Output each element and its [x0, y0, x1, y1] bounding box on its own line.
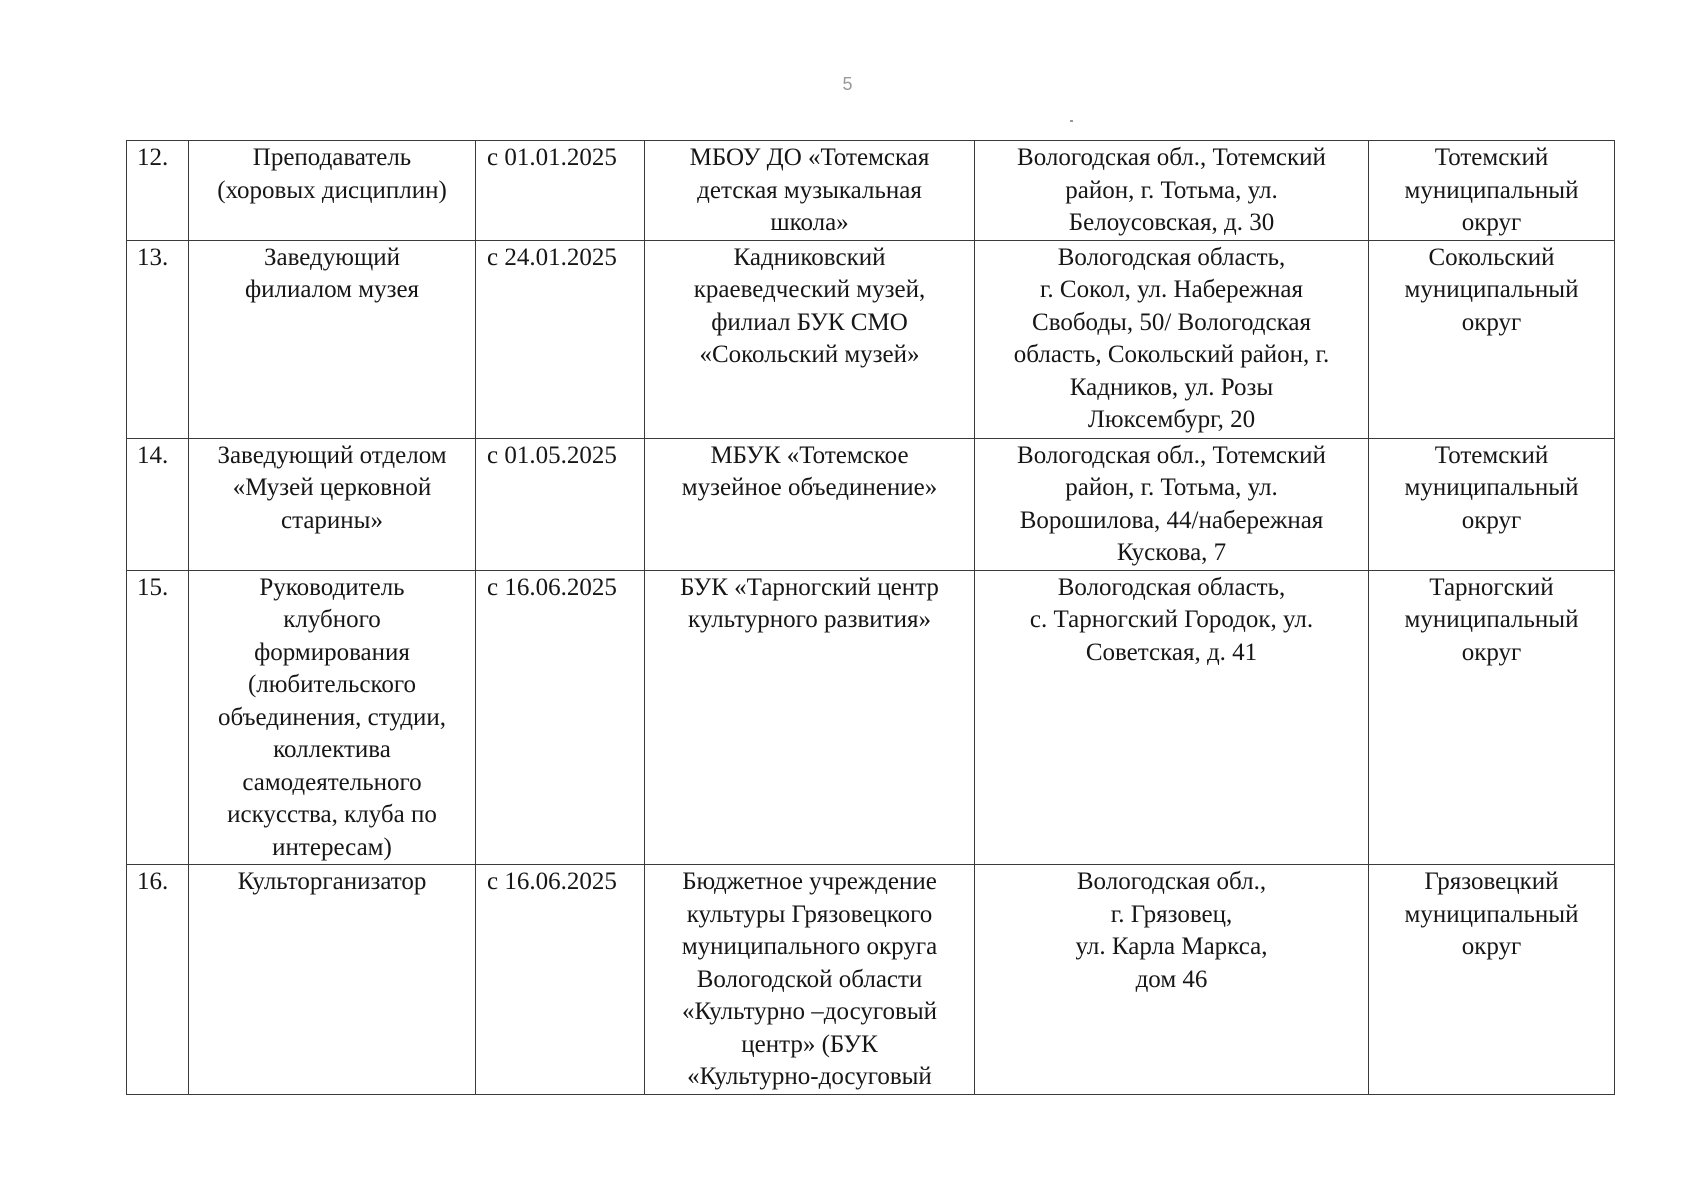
organization-name-line: МБОУ ДО «Тотемская	[689, 144, 930, 171]
table-row	[127, 240, 1615, 438]
position-title-line: «Музей церковной	[232, 474, 432, 501]
organization-address-line: г. Сокол, ул. Набережная	[1040, 276, 1303, 303]
municipal-district-line: муниципальный	[1404, 900, 1579, 928]
organization-address-line: г. Грязовец,	[1110, 900, 1233, 928]
organization-name-cell	[645, 141, 975, 241]
organization-address-line: Кускова, 7	[1116, 539, 1227, 566]
municipal-district-cell	[1369, 865, 1615, 1095]
organization-name-cell	[645, 438, 975, 570]
organization-address-cell	[975, 570, 1369, 865]
municipal-district-line: округ	[1461, 638, 1522, 666]
start-date-cell	[476, 865, 645, 1095]
organization-name-line: БУК «Тарногский центр	[680, 573, 939, 601]
organization-address-line: Вологодская обл.,	[1076, 868, 1267, 895]
organization-name-line: культурного развития»	[688, 606, 931, 633]
start-date: с 16.06.2025	[487, 868, 617, 895]
municipal-district-line: муниципальный	[1404, 176, 1579, 204]
row-number-cell	[127, 438, 189, 570]
organization-name-line: школа»	[770, 209, 849, 236]
organization-name-line: филиал БУК СМО	[711, 308, 908, 336]
position-title-line: (любительского	[247, 671, 417, 698]
organization-name-line: МБУК «Тотемское	[710, 441, 909, 469]
organization-address-line: Вологодская область,	[1057, 243, 1286, 271]
position-title-line: клубного	[283, 606, 381, 633]
municipal-district-line: Грязовецкий	[1424, 868, 1559, 895]
organization-name-line: культуры Грязовецкого	[686, 900, 933, 928]
municipal-district-line: Тарногский	[1429, 573, 1554, 601]
municipal-district-line: Тотемский	[1434, 441, 1549, 469]
organization-address-line: Советская, д. 41	[1085, 638, 1258, 666]
organization-address-line: с. Тарногский Городок, ул.	[1029, 606, 1314, 633]
start-date: с 01.01.2025	[487, 144, 617, 171]
row-number-cell	[127, 570, 189, 865]
position-title-cell	[189, 240, 476, 438]
table-row	[127, 865, 1615, 1095]
organization-name-cell	[645, 865, 975, 1095]
municipal-district-cell	[1369, 570, 1615, 865]
municipal-district-line: муниципальный	[1404, 474, 1579, 501]
organization-address-line: Ворошилова, 44/набережная	[1019, 506, 1324, 534]
organization-address-line: Вологодская обл., Тотемский	[1017, 441, 1326, 469]
table-body	[127, 141, 1615, 1095]
organization-address-line: Свободы, 50/ Вологодская	[1032, 308, 1311, 336]
municipal-district-line: округ	[1461, 308, 1522, 336]
row-number-cell	[127, 240, 189, 438]
organization-name-line: центр» (БУК	[741, 1030, 878, 1058]
organization-address-line: Люксембург, 20	[1087, 406, 1256, 433]
organization-name-line: «Культурно –досуговый	[681, 998, 938, 1025]
position-title-line: старины»	[281, 506, 383, 534]
row-number-cell	[127, 141, 189, 241]
position-title-line: самодеятельного	[242, 768, 422, 796]
position-title-line: филиалом музея	[244, 276, 420, 303]
position-title-line: Руководитель	[259, 573, 405, 601]
start-date-cell	[476, 240, 645, 438]
start-date: с 24.01.2025	[487, 243, 617, 271]
organization-name-line: Кадниковский	[733, 243, 886, 271]
municipal-district-line: муниципальный	[1404, 606, 1579, 633]
start-date-cell	[476, 570, 645, 865]
municipal-district-line: округ	[1461, 209, 1522, 236]
position-title-line: объединения, студии,	[218, 703, 446, 731]
organization-name-cell	[645, 570, 975, 865]
start-date: с 16.06.2025	[487, 573, 617, 601]
organization-name-line: краеведческий музей,	[693, 276, 926, 303]
organization-address-cell	[975, 141, 1369, 241]
row-number: 12.	[137, 144, 169, 171]
position-title-line: искусства, клуба по	[227, 801, 437, 828]
table-row	[127, 438, 1615, 570]
organization-name-line: музейное объединение»	[681, 474, 938, 501]
municipal-district-line: Сокольский	[1428, 243, 1555, 271]
municipal-district-cell	[1369, 141, 1615, 241]
position-title-cell	[189, 438, 476, 570]
organization-address-line: дом 46	[1135, 965, 1208, 993]
position-title-cell	[189, 141, 476, 241]
table-row	[127, 141, 1615, 241]
organization-address-line: Белоусовская, д. 30	[1068, 209, 1275, 236]
positions-table	[126, 140, 1615, 1095]
position-title-line: (хоровых дисциплин)	[217, 176, 447, 204]
scan-speck	[1070, 120, 1073, 122]
organization-address-line: ул. Карла Маркса,	[1075, 933, 1268, 960]
position-title-line: интересам)	[272, 833, 392, 861]
row-number: 14.	[137, 441, 169, 469]
table-row	[127, 570, 1615, 865]
organization-address-cell	[975, 865, 1369, 1095]
organization-name-line: «Культурно-досуговый	[687, 1063, 932, 1090]
start-date: с 01.05.2025	[487, 441, 617, 469]
row-number-cell	[127, 865, 189, 1095]
organization-address-line: область, Сокольский район, г.	[1013, 341, 1330, 368]
page-number: 5	[842, 74, 853, 94]
municipal-district-line: округ	[1461, 506, 1522, 534]
row-number: 15.	[137, 573, 169, 601]
position-title-cell	[189, 865, 476, 1095]
organization-address-line: Вологодская обл., Тотемский	[1017, 144, 1326, 171]
row-number: 13.	[137, 243, 169, 271]
organization-address-cell	[975, 438, 1369, 570]
organization-address-line: Кадников, ул. Розы	[1069, 373, 1274, 401]
municipal-district-line: муниципальный	[1404, 276, 1579, 303]
position-title-line: Культорганизатор	[237, 868, 427, 895]
organization-address-line: Вологодская область,	[1057, 573, 1286, 601]
organization-name-cell	[645, 240, 975, 438]
organization-name-line: «Сокольский музей»	[699, 341, 920, 368]
organization-name-line: детская музыкальная	[697, 176, 922, 204]
municipal-district-line: округ	[1461, 933, 1522, 960]
organization-name-line: муниципального округа	[681, 933, 938, 960]
position-title-line: Преподаватель	[252, 144, 412, 171]
organization-name-line: Вологодской области	[696, 965, 923, 993]
start-date-cell	[476, 438, 645, 570]
position-title-cell	[189, 570, 476, 865]
organization-name-line: Бюджетное учреждение	[682, 868, 937, 895]
municipal-district-cell	[1369, 438, 1615, 570]
row-number: 16.	[137, 868, 169, 895]
municipal-district-line: Тотемский	[1434, 144, 1549, 171]
position-title-line: Заведующий	[264, 243, 400, 271]
organization-address-cell	[975, 240, 1369, 438]
organization-address-line: район, г. Тотьма, ул.	[1065, 474, 1278, 501]
municipal-district-cell	[1369, 240, 1615, 438]
position-title-line: коллектива	[273, 736, 391, 763]
organization-address-line: район, г. Тотьма, ул.	[1065, 176, 1278, 204]
start-date-cell	[476, 141, 645, 241]
position-title-line: Заведующий отделом	[217, 441, 447, 469]
position-title-line: формирования	[254, 638, 410, 666]
